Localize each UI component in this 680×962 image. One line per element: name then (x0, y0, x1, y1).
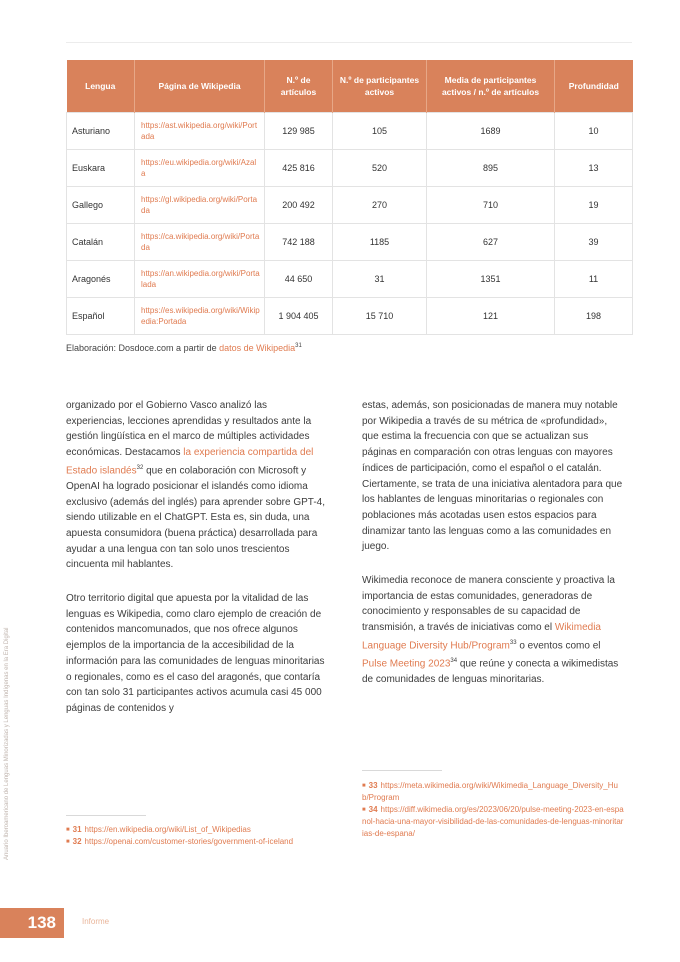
cell-articulos: 129 985 (265, 113, 333, 150)
header-lengua: Lengua (67, 60, 135, 113)
header-rule (66, 42, 632, 43)
header-profundidad: Profundidad (555, 60, 633, 113)
caption-text: Elaboración: Dosdoce.com a partir de (66, 343, 220, 353)
paragraph: estas, además, son posicionadas de manera muy notable por Wikipedia a través de su métrica de «profundidad», que estima la frecuencia con que se actualizan sus páginas en comparación con otras lenguas con mayores índices de participación, como el español o el catalán. Ciertamente, se trata de una iniciativa alentadora para que los hablantes de lenguas minoritarias o regionales con poblaciones más acotadas usen estos espacios para dinamizar tanto las lenguas como a las comunidades en juego. (362, 400, 623, 553)
cell-url-link[interactable]: https://eu.wikipedia.org/wiki/Azala (135, 150, 265, 187)
paragraph-text: Wikimedia reconoce de manera consciente y proactiva la importancia de estas comunidades, generadoras de conocimiento y responsables de su capacidad de transmisión, a través de iniciativas como el (362, 575, 615, 634)
cell-profundidad: 39 (555, 224, 633, 261)
pulse-meeting-link[interactable]: Pulse Meeting 2023 (362, 658, 451, 670)
table-row (67, 298, 633, 335)
footnote-divider-left (66, 815, 146, 816)
cell-articulos: 200 492 (265, 187, 333, 224)
cell-profundidad: 13 (555, 150, 633, 187)
cell-url-link[interactable]: https://an.wikipedia.org/wiki/Portalada (135, 261, 265, 298)
cell-participantes: 520 (333, 150, 427, 187)
paragraph-text: que reúne y conecta a wikimedistas de comunidades de lenguas minoritarias. (362, 658, 619, 685)
paragraph (362, 573, 624, 688)
table-row (67, 187, 633, 224)
cell-media: 121 (427, 298, 555, 335)
footer-label: Informe (82, 917, 110, 926)
cell-profundidad: 19 (555, 187, 633, 224)
cell-media: 710 (427, 187, 555, 224)
paragraph (66, 398, 328, 573)
cell-url-link[interactable]: https://es.wikipedia.org/wiki/Wikipedia:Portada (135, 298, 265, 335)
table-header-row (67, 60, 633, 113)
caption-footnote-ref: 31 (295, 343, 302, 349)
cell-lengua: Español (67, 298, 135, 335)
footnote-link[interactable]: https://openai.com/customer-stories/government-of-iceland (84, 837, 294, 846)
cell-url-link[interactable]: https://ast.wikipedia.org/wiki/Portada (135, 113, 265, 150)
language-diversity-hub-link[interactable]: Wikimedia Language Diversity Hub/Program (362, 622, 601, 652)
iceland-experience-link[interactable]: la experiencia compartida del Estado islandés (66, 447, 314, 477)
footnote-item (66, 836, 328, 848)
table-row (67, 224, 633, 261)
caption-source-link[interactable]: datos de Wikipedia (219, 343, 296, 353)
footnotes-right (362, 780, 624, 840)
cell-lengua: Gallego (67, 187, 135, 224)
footnotes-left (66, 824, 328, 848)
footnote-item (362, 804, 624, 840)
cell-profundidad: 198 (555, 298, 633, 335)
paragraph-text: o eventos como el (516, 640, 601, 652)
footnote-number: ■ 33 (362, 781, 378, 790)
footnote-number: ■ 34 (362, 805, 378, 814)
body-column-left (66, 398, 328, 717)
table-caption (66, 343, 302, 353)
wikipedia-languages-table (66, 60, 633, 335)
cell-participantes: 1185 (333, 224, 427, 261)
side-title-text: Anuario Iberoamericano de Lenguas Minorizadas y Lenguas Indígenas en la Era Digital (4, 627, 10, 860)
page-number: 138 (0, 908, 64, 938)
header-articulos: N.º de artículos (265, 60, 333, 113)
cell-media: 895 (427, 150, 555, 187)
cell-articulos: 742 188 (265, 224, 333, 261)
cell-media: 1689 (427, 113, 555, 150)
table-row (67, 150, 633, 187)
cell-lengua: Aragonés (67, 261, 135, 298)
cell-participantes: 105 (333, 113, 427, 150)
table-row (67, 113, 633, 150)
body-column-right (362, 398, 624, 688)
cell-lengua: Asturiano (67, 113, 135, 150)
footnote-number: ■ 32 (66, 837, 82, 846)
footnote-number: ■ 31 (66, 825, 82, 834)
footnote-divider-right (362, 770, 442, 771)
cell-url-link[interactable]: https://gl.wikipedia.org/wiki/Portada (135, 187, 265, 224)
header-media: Media de participantes activos / n.º de artículos (427, 60, 555, 113)
cell-participantes: 15 710 (333, 298, 427, 335)
cell-participantes: 31 (333, 261, 427, 298)
cell-media: 627 (427, 224, 555, 261)
paragraph-text: organizado por el Gobierno Vasco analizó las experiencias, lecciones aprendidas y resultados ante la gestión lingüística en el marco de múltiples actividades económicas. Destacamos (66, 400, 312, 459)
cell-lengua: Euskara (67, 150, 135, 187)
vertical-side-title (4, 560, 14, 860)
cell-profundidad: 10 (555, 113, 633, 150)
footnote-ref: 34 (450, 657, 458, 664)
paragraph: Otro territorio digital que apuesta por la vitalidad de las lenguas es Wikipedia, como claro ejemplo de creación de contenidos mancomunados, que nos ofrece algunos ejemplos de la importancia de la accesibilidad de la información para las comunidades de lenguas minoritarias o regionales, como es el caso del aragonés, que contaría con tan solo 31 participantes activos acumula casi 45 000 páginas de contenidos y (66, 593, 325, 714)
header-participantes: N.º de participantes activos (333, 60, 427, 113)
cell-articulos: 1 904 405 (265, 298, 333, 335)
cell-participantes: 270 (333, 187, 427, 224)
footnote-link[interactable]: https://meta.wikimedia.org/wiki/Wikimedia_Language_Diversity_Hub/Program (362, 781, 618, 802)
footnote-ref: 32 (136, 464, 144, 471)
header-pagina: Página de Wikipedia (135, 60, 265, 113)
cell-articulos: 44 650 (265, 261, 333, 298)
cell-lengua: Catalán (67, 224, 135, 261)
table-row (67, 261, 633, 298)
footnote-item (66, 824, 328, 836)
footnote-link[interactable]: https://diff.wikimedia.org/es/2023/06/20/pulse-meeting-2023-en-espanol-hacia-una-mayor-visibilidad-de-las-comunidades-de-lenguas-minoritarias-de-espana/ (362, 805, 624, 838)
cell-profundidad: 11 (555, 261, 633, 298)
cell-articulos: 425 816 (265, 150, 333, 187)
footnote-item (362, 780, 624, 804)
cell-media: 1351 (427, 261, 555, 298)
footnote-link[interactable]: https://en.wikipedia.org/wiki/List_of_Wikipedias (84, 825, 251, 834)
footnote-ref: 33 (509, 639, 517, 646)
paragraph-text: que en colaboración con Microsoft y OpenAI ha logrado posicionar el islandés como idioma exclusivo (además del inglés) para aprender sobre GPT-4, siendo utilizable en el ChatGPT. Esta es, sin duda, una apuesta consumidora (buena práctica) desarrollada para ayudar a una lengua con tan solo unos trescientos cincuenta mil hablantes. (66, 465, 326, 571)
cell-url-link[interactable]: https://ca.wikipedia.org/wiki/Portada (135, 224, 265, 261)
